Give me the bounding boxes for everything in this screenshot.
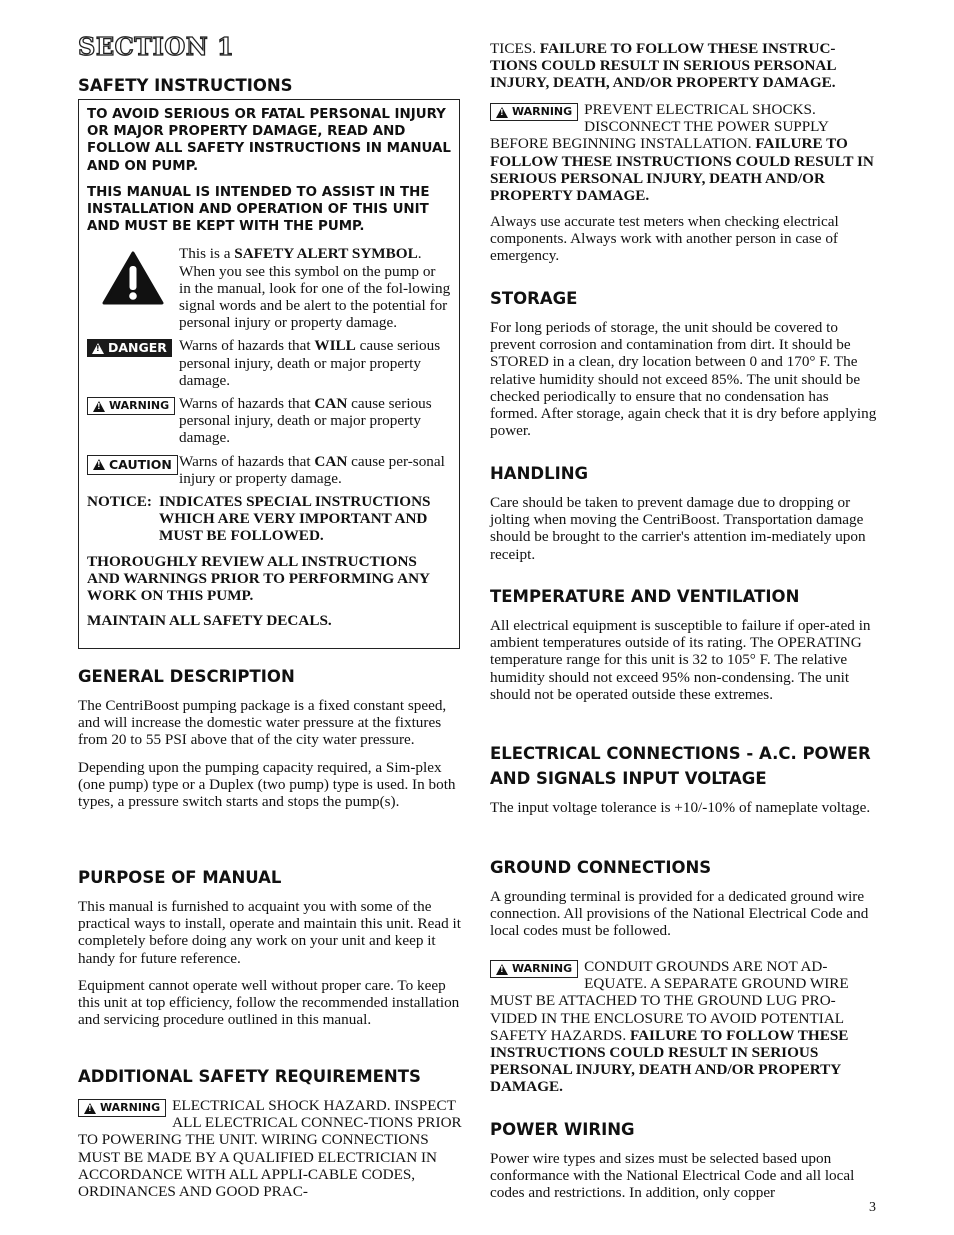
temperature-heading: TEMPERATURE AND VENTILATION — [490, 587, 800, 606]
meters-text: Always use accurate test meters when checking electrical components. Always work with another person in case of emergency. — [490, 213, 839, 265]
safety-intro-2: THIS MANUAL IS INTENDED TO ASSIST IN THE INSTALLATION AND OPERATION OF THIS UNIT AND MUST BE KEPT WITH THE PUMP. — [87, 184, 430, 235]
decals-text: MAINTAIN ALL SAFETY DECALS. — [87, 612, 332, 630]
purpose-body — [78, 898, 464, 1028]
electrical-p1: The input voltage tolerance is +10/-10% of nameplate voltage. — [490, 799, 871, 816]
notice-row — [87, 493, 451, 545]
storage-p1: For long periods of storage, the unit should be covered to prevent corrosion and contamination from dirt. It should be STORED in a clean, dry location between 0 and 170° F. The relative humidity should not exceed 85%. The unit should be checked periodically to ensure that no condensation has formed. After storage, again check that it is dry before applying power. — [490, 319, 877, 440]
power-p1: Power wire types and sizes must be selected based upon conformance with the National Electrical Code and all local codes and restrictions. In addition, only copper — [490, 1150, 855, 1202]
ground-p1: A grounding terminal is provided for a dedicated ground wire connection. All provisions of the National Electrical Code and local codes must be followed. — [490, 888, 869, 940]
ground-heading: GROUND CONNECTIONS — [490, 858, 712, 877]
notice-text: INDICATES SPECIAL INSTRUCTIONS WHICH ARE VERY IMPORTANT AND MUST BE FOLLOWED. — [159, 493, 431, 545]
ground-warning-badge: ! WARNING — [490, 960, 578, 978]
warning-text: Warns of hazards that CAN cause serious personal injury, death or major property damage. — [179, 395, 432, 447]
ground-warning — [490, 958, 878, 1096]
caution-badge: ! CAUTION — [87, 455, 178, 475]
page-number: 3 — [869, 1200, 876, 1215]
safety-alert-row — [87, 245, 451, 331]
electrical-heading: ELECTRICAL CONNECTIONS - A.C. POWER AND SIGNALS INPUT VOLTAGE — [490, 744, 871, 788]
temperature-p1: All electrical equipment is susceptible to failure if oper-ated in ambient temperatures outside of its rating. The OPERATING temperature range for this unit is 32 to 105° F. The relative humidity should not exceed 95% non-condensing. The unit should not be operated outside these extremes. — [490, 617, 871, 703]
additional-warning — [78, 1097, 464, 1200]
additional-heading: ADDITIONAL SAFETY REQUIREMENTS — [78, 1067, 421, 1086]
danger-badge: ! DANGER — [87, 339, 172, 357]
warning-badge: ! WARNING — [87, 397, 175, 415]
warning-triangle-icon — [84, 1103, 96, 1114]
general-p2: Depending upon the pumping capacity required, a Sim-plex (one pump) type or a Duplex (two pump) type is used. In both types, a pressure switch starts and stops the pump(s). — [78, 758, 456, 811]
safety-alert-icon — [87, 245, 179, 331]
warning-triangle-icon — [93, 459, 105, 470]
caution-row — [87, 453, 451, 487]
section-title: SECTION 1 — [78, 32, 235, 61]
storage-heading: STORAGE — [490, 289, 578, 308]
safety-heading: SAFETY INSTRUCTIONS — [78, 76, 293, 95]
purpose-heading: PURPOSE OF MANUAL — [78, 868, 282, 887]
warning-triangle-icon — [496, 964, 508, 975]
caution-text: Warns of hazards that CAN cause per-sonal injury or property damage. — [179, 452, 445, 487]
purpose-p2: Equipment cannot operate well without proper care. To keep this unit at top efficiency, follow the recommended installation and servicing procedure outlined in this manual. — [78, 976, 460, 1029]
warning-triangle-icon — [93, 401, 105, 412]
additional-warning-text: ELECTRICAL SHOCK HAZARD. INSPECT ALL ELECTRICAL CONNEC-TIONS PRIOR TO POWERING THE UNIT. WIRING CONNECTIONS MUST BE MADE BY A QUALIFIED ELECTRICIAN IN ACCORDANCE WITH ALL APPLI-CABLE CODES, ORDINANCES AND GOOD PRAC- — [78, 1097, 462, 1201]
danger-row — [87, 337, 451, 389]
danger-text: Warns of hazards that WILL cause serious personal injury, death or major property damage. — [179, 337, 441, 389]
power-heading: POWER WIRING — [490, 1120, 635, 1139]
general-body — [78, 697, 464, 810]
general-p1: The CentriBoost pumping package is a fixed constant speed, and will increase the domestic water pressure at the fixtures from 20 to 55 PSI above that of the city water pressure. — [78, 697, 447, 749]
handling-p1: Care should be taken to prevent damage due to dropping or jolting when moving the CentriBoost. Transportation damage should be brought to the carrier's attention im-mediately upon receipt. — [490, 494, 866, 563]
shock-warning-text: PREVENT ELECTRICAL SHOCKS. DISCONNECT THE POWER SUPPLY BEFORE BEGINNING INSTALLATION. FAILURE TO FOLLOW THESE INSTRUCTIONS COULD RESULT IN SERIOUS PERSONAL INJURY, DEATH AND/OR PROPERTY DAMAGE. — [490, 101, 874, 205]
warning-row — [87, 395, 451, 447]
purpose-p1: This manual is furnished to acquaint you with some of the practical ways to install, operate and maintain this unit. Read it completely before doing any work on your unit and keep it handy for future reference. — [78, 898, 461, 967]
safety-box — [78, 99, 460, 649]
safety-alert-text: This is a SAFETY ALERT SYMBOL. When you see this symbol on the pump or in the manual, look for one of the fol-lowing signal words and be alert to the potential for personal injury or property damage. — [179, 245, 451, 332]
additional-warning-badge: ! WARNING — [78, 1099, 166, 1117]
shock-warning — [490, 101, 878, 204]
ground-warning-text: CONDUIT GROUNDS ARE NOT AD-EQUATE. A SEPARATE GROUND WIRE MUST BE ATTACHED TO THE GROUND LUG PRO-VIDED IN THE ENCLOSURE TO AVOID POTENTIAL SAFETY HAZARDS. FAILURE TO FOLLOW THESE INSTRUCTIONS COULD RESULT IN SERIOUS PERSONAL INJURY, DEATH AND/OR PROPERTY DAMAGE. — [490, 958, 849, 1096]
shock-warning-badge: ! WARNING — [490, 103, 578, 121]
additional-continued: TICES. FAILURE TO FOLLOW THESE INSTRUC-TIONS COULD RESULT IN SERIOUS PERSONAL INJURY, DEATH, AND/OR PROPERTY DAMAGE. — [490, 40, 836, 92]
general-heading: GENERAL DESCRIPTION — [78, 667, 295, 686]
warning-triangle-icon — [496, 107, 508, 118]
notice-label: NOTICE: — [87, 493, 152, 511]
safety-intro-1: TO AVOID SERIOUS OR FATAL PERSONAL INJURY OR MAJOR PROPERTY DAMAGE, READ AND FOLLOW ALL SAFETY INSTRUCTIONS IN MANUAL AND ON PUMP. — [87, 107, 451, 174]
handling-heading: HANDLING — [490, 464, 589, 483]
review-text: THOROUGHLY REVIEW ALL INSTRUCTIONS AND WARNINGS PRIOR TO PERFORMING ANY WORK ON THIS PUMP. — [87, 552, 430, 605]
warning-triangle-icon — [92, 343, 104, 354]
